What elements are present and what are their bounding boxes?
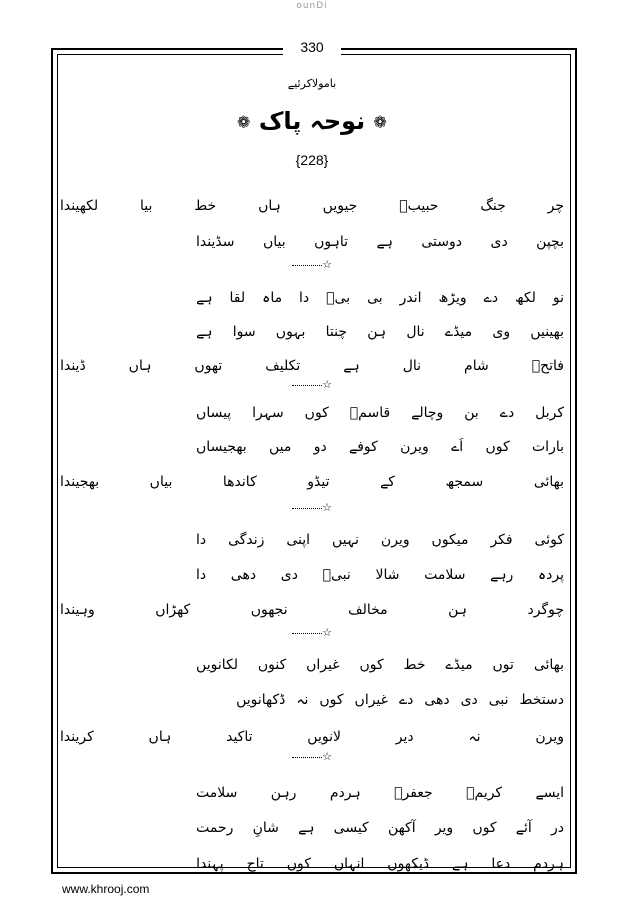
poem-word: رہن — [270, 785, 297, 801]
star-icon: ☆ — [322, 626, 332, 639]
poem-word: چوگرد — [527, 602, 564, 618]
poem-word: نہ — [296, 692, 309, 708]
ornament-icon: ❁ — [237, 112, 251, 132]
poem-word: بھجیساں — [196, 439, 247, 455]
poem-word: تھوں — [194, 358, 223, 374]
poem-word: دستخط — [519, 692, 564, 708]
poem-title-text: نوحہ پاک — [258, 107, 366, 135]
poem-word: لقا — [229, 290, 246, 306]
poem-word: کوں — [359, 657, 384, 673]
poem-line — [196, 854, 564, 876]
poem-word: آکھن — [387, 820, 416, 836]
poem-word: بھائی — [533, 474, 564, 490]
poem-word: در — [551, 820, 564, 836]
poem-word: کوں — [472, 820, 497, 836]
poem-word: اندر — [399, 290, 422, 306]
poem-word: ڈکھانویں — [236, 692, 286, 708]
poem-word: ہے — [376, 234, 393, 250]
poem-word: وی — [492, 324, 511, 340]
poem-word: جعفرؑ — [394, 785, 433, 801]
poem-word: حبیبؑ — [399, 198, 439, 214]
poem-word: ہاں — [128, 358, 152, 374]
poem-word: خط — [194, 198, 217, 214]
poem-line — [196, 322, 564, 344]
poem-word: لکھ — [515, 290, 536, 306]
ornament-icon: ❁ — [373, 112, 387, 132]
poem-word: نو — [552, 290, 564, 306]
poem-word: کھڑاں — [155, 602, 191, 618]
poem-word: ہن — [448, 602, 467, 618]
poem-word: فکر — [490, 532, 513, 548]
poem-word: بی — [367, 290, 383, 306]
poem-word: ہے — [343, 358, 360, 374]
poem-word: نجھوں — [250, 602, 288, 618]
poem-word: کوں — [485, 439, 510, 455]
poem-word: تکلیف — [265, 358, 301, 374]
poem-line — [236, 690, 564, 712]
poem-word: دی — [490, 234, 508, 250]
poem-word: بیاں — [149, 474, 173, 490]
star-icon: ☆ — [322, 501, 332, 514]
poem-word: سوا — [232, 324, 256, 340]
poem-word: انہاں — [333, 856, 365, 872]
poem-word: میڈے — [444, 324, 473, 340]
poem-word: ہاں — [148, 729, 172, 745]
star-icon: ☆ — [322, 378, 332, 391]
poem-word: آئے — [515, 820, 532, 836]
poem-word: سمجھ — [445, 474, 484, 490]
poem-word: کربل — [535, 405, 564, 421]
poem-word: سلامت — [196, 785, 238, 801]
poem-word: تاج — [246, 856, 264, 872]
poem-word: بیا — [140, 198, 153, 214]
poem-word: بیاں — [262, 234, 286, 250]
poem-word: رہے — [490, 567, 514, 583]
poem-word: ایسے — [535, 785, 564, 801]
poem-word: دے — [483, 290, 499, 306]
poem-word: بیؑ — [326, 290, 351, 306]
poem-title — [0, 107, 624, 135]
poem-line — [196, 530, 564, 552]
poem-word: کوں — [319, 692, 344, 708]
page-number: 330 — [283, 37, 341, 57]
poem-word: کریندا — [60, 729, 94, 745]
poem-line — [60, 472, 564, 494]
poem-word: غیراں — [354, 692, 388, 708]
poem-word: دا — [299, 290, 310, 306]
poem-word: دے — [499, 405, 515, 421]
footer-url: www.khrooj.com — [62, 882, 150, 896]
poem-word: لانویں — [307, 729, 341, 745]
poem-word: ہاں — [258, 198, 281, 214]
poem-word: کریمؑ — [466, 785, 503, 801]
poem-word: کوئی — [534, 532, 564, 548]
poem-word: میکوں — [431, 532, 469, 548]
poem-line — [60, 196, 564, 218]
poem-word: وچالے — [411, 405, 444, 421]
poem-line — [196, 437, 564, 459]
poem-word: دے — [398, 692, 414, 708]
divider-dots — [292, 633, 322, 634]
poem-word: پردہ — [537, 567, 564, 583]
poem-word: دوستی — [421, 234, 462, 250]
poem-line — [196, 565, 564, 587]
poem-word: ہردم — [533, 856, 564, 872]
poem-word: نہ — [468, 729, 481, 745]
divider-dots — [292, 508, 322, 509]
poem-word: لکانویں — [196, 657, 238, 673]
poem-word: اَے — [451, 439, 464, 455]
poem-word: سہرا — [252, 405, 284, 421]
poem-word: مخالف — [348, 602, 388, 618]
stanza-divider — [0, 258, 624, 271]
poem-word: کوں — [286, 856, 311, 872]
poem-word: ہن — [367, 324, 387, 340]
stanza-divider — [0, 626, 624, 639]
poem-word: شالا — [375, 567, 400, 583]
poem-word: دا — [196, 532, 207, 548]
poem-word: دا — [196, 567, 207, 583]
poem-word: تاہوں — [314, 234, 348, 250]
poem-word: بہوں — [275, 324, 306, 340]
poem-word: دیر — [395, 729, 414, 745]
poem-word: بچپن — [536, 234, 564, 250]
poem-word: سڈیندا — [196, 234, 235, 250]
poem-word: دی — [280, 567, 298, 583]
star-icon: ☆ — [322, 258, 332, 271]
poem-word: خط — [403, 657, 426, 673]
poem-word: نال — [402, 358, 422, 374]
poem-line — [60, 356, 564, 378]
stanza-divider — [0, 378, 624, 391]
poem-word: تیڈو — [307, 474, 330, 490]
poem-word: ہے — [196, 290, 213, 306]
poem-word: اپنی — [286, 532, 311, 548]
poem-word: قاسمؑ — [349, 405, 391, 421]
poem-word: دھی — [230, 567, 257, 583]
poem-word: کاندھا — [222, 474, 257, 490]
poem-line — [60, 600, 564, 622]
poem-word: ہے — [452, 856, 469, 872]
poem-word: دھی — [424, 692, 450, 708]
divider-dots — [292, 265, 322, 266]
poem-word: پہندا — [196, 856, 224, 872]
poem-line — [196, 818, 564, 840]
poem-word: شانِ — [252, 820, 279, 836]
poem-word: زندگی — [228, 532, 265, 548]
poem-word: بن — [464, 405, 479, 421]
poem-word: نبیؐ — [322, 567, 351, 583]
poem-word: ڈیکھوں — [387, 856, 430, 872]
poem-word: نال — [406, 324, 425, 340]
poem-word: دو — [313, 439, 327, 455]
poem-word: ہے — [196, 324, 213, 340]
poem-word: نہیں — [332, 532, 359, 548]
poem-word: سلامت — [424, 567, 466, 583]
poem-word: ہے — [298, 820, 315, 836]
poem-word: رحمت — [196, 820, 234, 836]
poem-word: شام — [464, 358, 489, 374]
poem-word: کوں — [304, 405, 329, 421]
poem-line — [196, 783, 564, 805]
subtitle: بامولاکرئیے — [287, 77, 337, 90]
poem-word: کے — [380, 474, 395, 490]
poem-word: وہیندا — [60, 602, 95, 618]
poem-word: ہردم — [329, 785, 361, 801]
stanza-divider — [0, 501, 624, 514]
poem-word: بھائی — [533, 657, 564, 673]
poem-word: جنگ — [480, 198, 506, 214]
poem-word: بارات — [532, 439, 564, 455]
poem-word: بھجیندا — [60, 474, 100, 490]
poem-word: تاکید — [226, 729, 253, 745]
poem-line — [196, 655, 564, 677]
divider-dots — [292, 757, 322, 758]
poem-word: چنتا — [325, 324, 347, 340]
poem-line — [196, 403, 564, 425]
poem-word: کیسی — [333, 820, 369, 836]
poem-word: لکھیندا — [60, 198, 99, 214]
poem-word: پیساں — [196, 405, 232, 421]
poem-word: ماہ — [262, 290, 283, 306]
poem-number: {228} — [295, 152, 329, 168]
poem-word: جیویں — [322, 198, 358, 214]
poem-word: فاتحؑ — [531, 358, 564, 374]
poem-word: ویرن — [535, 729, 564, 745]
poem-word: بھینیں — [530, 324, 564, 340]
poem-word: ویرن — [400, 439, 429, 455]
star-icon: ☆ — [322, 750, 332, 763]
stanza-divider — [0, 750, 624, 763]
poem-word: ویڑھ — [438, 290, 467, 306]
poem-line — [196, 288, 564, 310]
poem-word: نبی — [488, 692, 509, 708]
top-watermark: ounDi — [296, 1, 328, 11]
poem-word: دعا — [491, 856, 511, 872]
poem-word: ویرن — [380, 532, 410, 548]
poem-word: توں — [492, 657, 514, 673]
poem-word: میں — [268, 439, 292, 455]
poem-word: ڈیندا — [60, 358, 86, 374]
poem-word: ویر — [434, 820, 454, 836]
poem-line — [60, 727, 564, 749]
poem-word: کنوں — [257, 657, 287, 673]
poem-word: چر — [547, 198, 564, 214]
poem-word: میڈے — [445, 657, 473, 673]
divider-dots — [292, 385, 322, 386]
poem-word: کوفے — [349, 439, 378, 455]
poem-line — [196, 232, 564, 254]
poem-word: دی — [460, 692, 478, 708]
poem-word: غیراں — [306, 657, 340, 673]
